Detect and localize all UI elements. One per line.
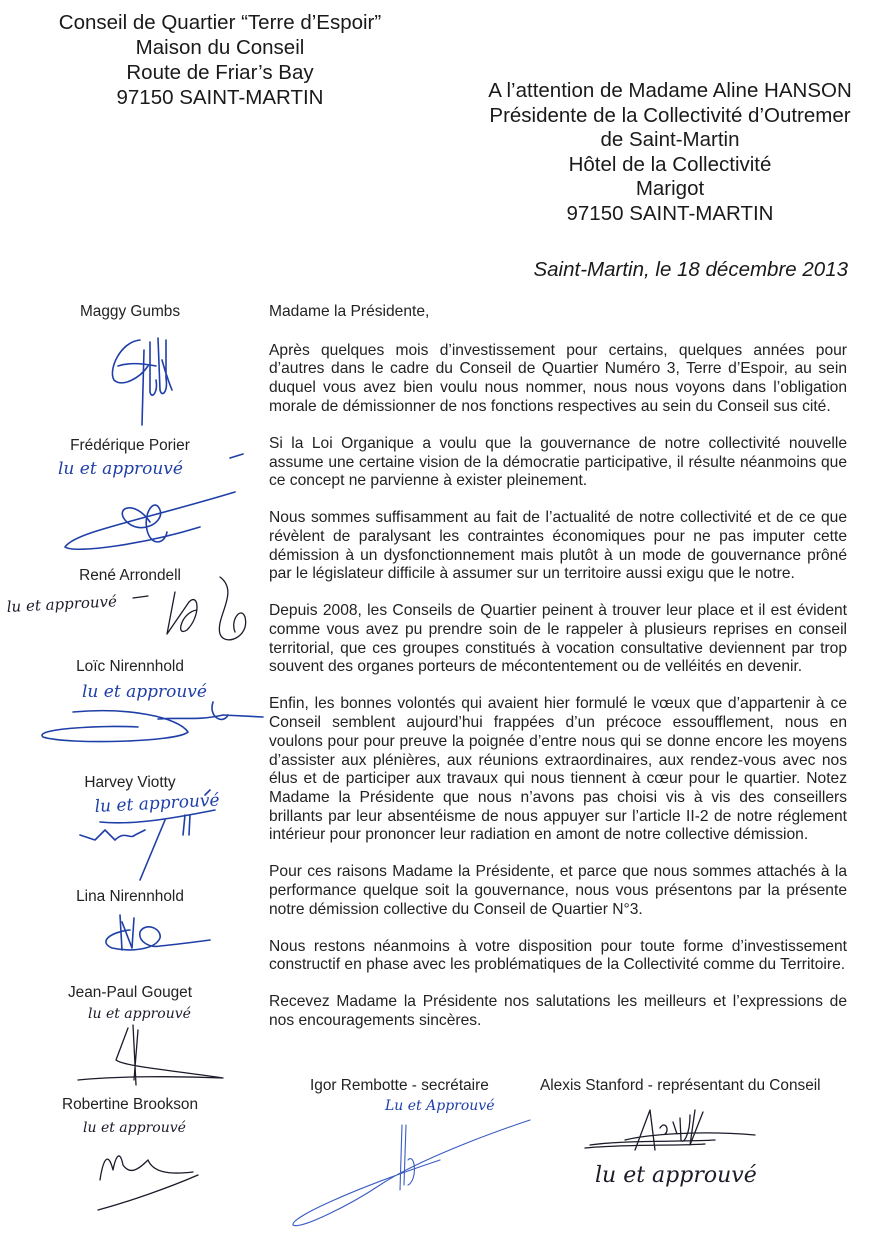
signer-name: Frédérique Porier bbox=[70, 437, 190, 454]
recipient-line: Marigot bbox=[635, 177, 705, 201]
signature-jean-paul-gouget bbox=[78, 1000, 238, 1095]
signature-icon bbox=[100, 910, 220, 960]
handwritten-annotation: lu et approuvé bbox=[58, 459, 183, 479]
signature-icon bbox=[38, 677, 268, 757]
sender-line: Route de Friar’s Bay bbox=[126, 61, 314, 84]
sender-line: Maison du Conseil bbox=[135, 36, 305, 59]
signature-icon bbox=[78, 1110, 228, 1220]
signature-icon bbox=[75, 790, 225, 880]
handwritten-annotation: lu et approuvé bbox=[595, 1163, 757, 1188]
signer-name: Jean-Paul Gouget bbox=[67, 984, 193, 1001]
paragraph: Si la Loi Organique a voulu que la gouvernance de notre collectivité nouvelle assume une certaine vision de la démocratie participative, il résulte néanmoins que ce concept ne parvienne à exister pleinement. bbox=[269, 434, 847, 490]
signature-igor-rembotte bbox=[290, 1090, 530, 1235]
paragraph: Recevez Madame la Présidente nos salutations les meilleurs et l’expressions de nos encouragements sincères. bbox=[269, 993, 847, 1030]
paragraph: Pour ces raisons Madame la Présidente, et parce que nous sommes attachés à la performance quelque soit la gouvernance, nous vous présentons par la présente notre démission collective du Conseil de Quartier N°3. bbox=[269, 863, 847, 918]
handwritten-annotation: lu et approuvé bbox=[82, 682, 207, 702]
recipient-line: Présidente de la Collectivité d’Outremer bbox=[489, 103, 851, 127]
paragraph: Enfin, les bonnes volontés qui avaient hier formulé le vœux que d’appartenir à ce Conseil semblent aujourd’hui frappées d’un précoce essoufflement, nous en voulons pour pour preuve la poignée d’entre nous qui se donne encore les moyens d’assister aux plénières, aux réunions extraordinaires, aux rendez-vous avec nos élus et de participer aux travaux qui nous tiennent à cœur pour le quartier. Notez Madame la Présidente que nous n’avons pas choisi vis à vis des conseillers brillants par leur absentéisme de nous appuyer sur l’article II-2 de notre réglement intérieur pour prononcer leur radiation en amont de notre collective démission. bbox=[269, 695, 847, 844]
salutation: Madame la Présidente, bbox=[269, 303, 430, 320]
sender-line: Conseil de Quartier “Terre d’Espoir” bbox=[58, 11, 382, 34]
signer-name: Lina Nirennhold bbox=[76, 888, 184, 905]
letter-body bbox=[269, 303, 847, 1049]
recipient-line: de Saint-Martin bbox=[600, 128, 740, 152]
signer-name: Alexis Stanford - représentant du Conseil bbox=[540, 1077, 821, 1094]
signature-icon bbox=[100, 330, 190, 430]
recipient-address bbox=[470, 79, 870, 227]
recipient-line: A l’attention de Madame Aline HANSON bbox=[488, 79, 852, 102]
signature-icon bbox=[585, 1100, 765, 1190]
signature-loic-nirennhold bbox=[38, 677, 268, 762]
paragraph: Après quelques mois d’investissement pour certains, quelques années pour d’autres dans le cadre du Conseil de Quartier Numéro 3, Terre d’Espoir, au sein duquel vous avez bien voulu nous nommer, nous nous voyons dans l’obligation morale de démissionner de nos fonctions respectives au sein du Conseil sus cité. bbox=[269, 341, 847, 415]
signature-icon bbox=[290, 1090, 530, 1230]
handwritten-annotation: lu et approuvé bbox=[94, 790, 221, 817]
letter-date: Saint-Martin, le 18 décembre 2013 bbox=[533, 258, 848, 281]
signer-name: Loïc Nirennhold bbox=[76, 658, 184, 675]
handwritten-annotation: lu et approuvé bbox=[83, 1120, 186, 1136]
paragraph: Nous restons néanmoins à votre disposition pour toute forme d’investissement constructif en phase avec les problématiques de la Collectivité comme du Territoire. bbox=[269, 937, 847, 974]
signature-lina-nirennhold bbox=[100, 910, 220, 965]
signature-maggy-gumbs bbox=[100, 330, 190, 435]
signer-name: Maggy Gumbs bbox=[79, 303, 181, 320]
signer-name: Robertine Brookson bbox=[61, 1096, 199, 1113]
signature-frederique-porier bbox=[55, 452, 255, 567]
recipient-line: 97150 SAINT-MARTIN bbox=[566, 201, 774, 225]
signer-name: Harvey Viotty bbox=[84, 774, 176, 791]
handwritten-annotation: Lu et Approuvé bbox=[385, 1098, 495, 1114]
signer-name: Igor Rembotte - secrétaire bbox=[310, 1077, 489, 1094]
signature-icon bbox=[78, 1000, 238, 1090]
handwritten-annotation: lu et approuvé bbox=[6, 592, 118, 616]
signer-name: René Arrondell bbox=[79, 567, 181, 584]
signature-rene-arrondell bbox=[5, 572, 265, 657]
handwritten-annotation: lu et approuvé bbox=[88, 1006, 191, 1022]
sender-line: 97150 SAINT-MARTIN bbox=[116, 86, 324, 109]
signature-harvey-viotty bbox=[75, 790, 225, 885]
signature-robertine-brookson bbox=[78, 1110, 228, 1225]
paragraph: Depuis 2008, les Conseils de Quartier peinent à trouver leur place et il est évident comme vous avez pu prendre soin de le rappeler à plusieurs reprises en conseil territorial, que ces groupes constitués à vocation consultative deviennent par trop souvent des organes porteurs de mécontentement ou de velléités en devenir. bbox=[269, 602, 847, 676]
sender-address bbox=[30, 10, 410, 110]
signature-icon bbox=[55, 452, 255, 562]
signature-icon bbox=[5, 572, 265, 652]
recipient-line: Hôtel de la Collectivité bbox=[568, 152, 772, 176]
paragraph: Nous sommes suffisamment au fait de l’actualité de notre collectivité et de ce que révèlent de paralysant les contraintes économiques pour ne pas imputer cette démission à un dysfonctionnement mais plutôt à un mode de gouvernance prôné par le législateur difficile à assumer sur un territoire aussi exigu que le notre. bbox=[269, 509, 847, 583]
signature-alexis-stanford bbox=[585, 1100, 765, 1195]
